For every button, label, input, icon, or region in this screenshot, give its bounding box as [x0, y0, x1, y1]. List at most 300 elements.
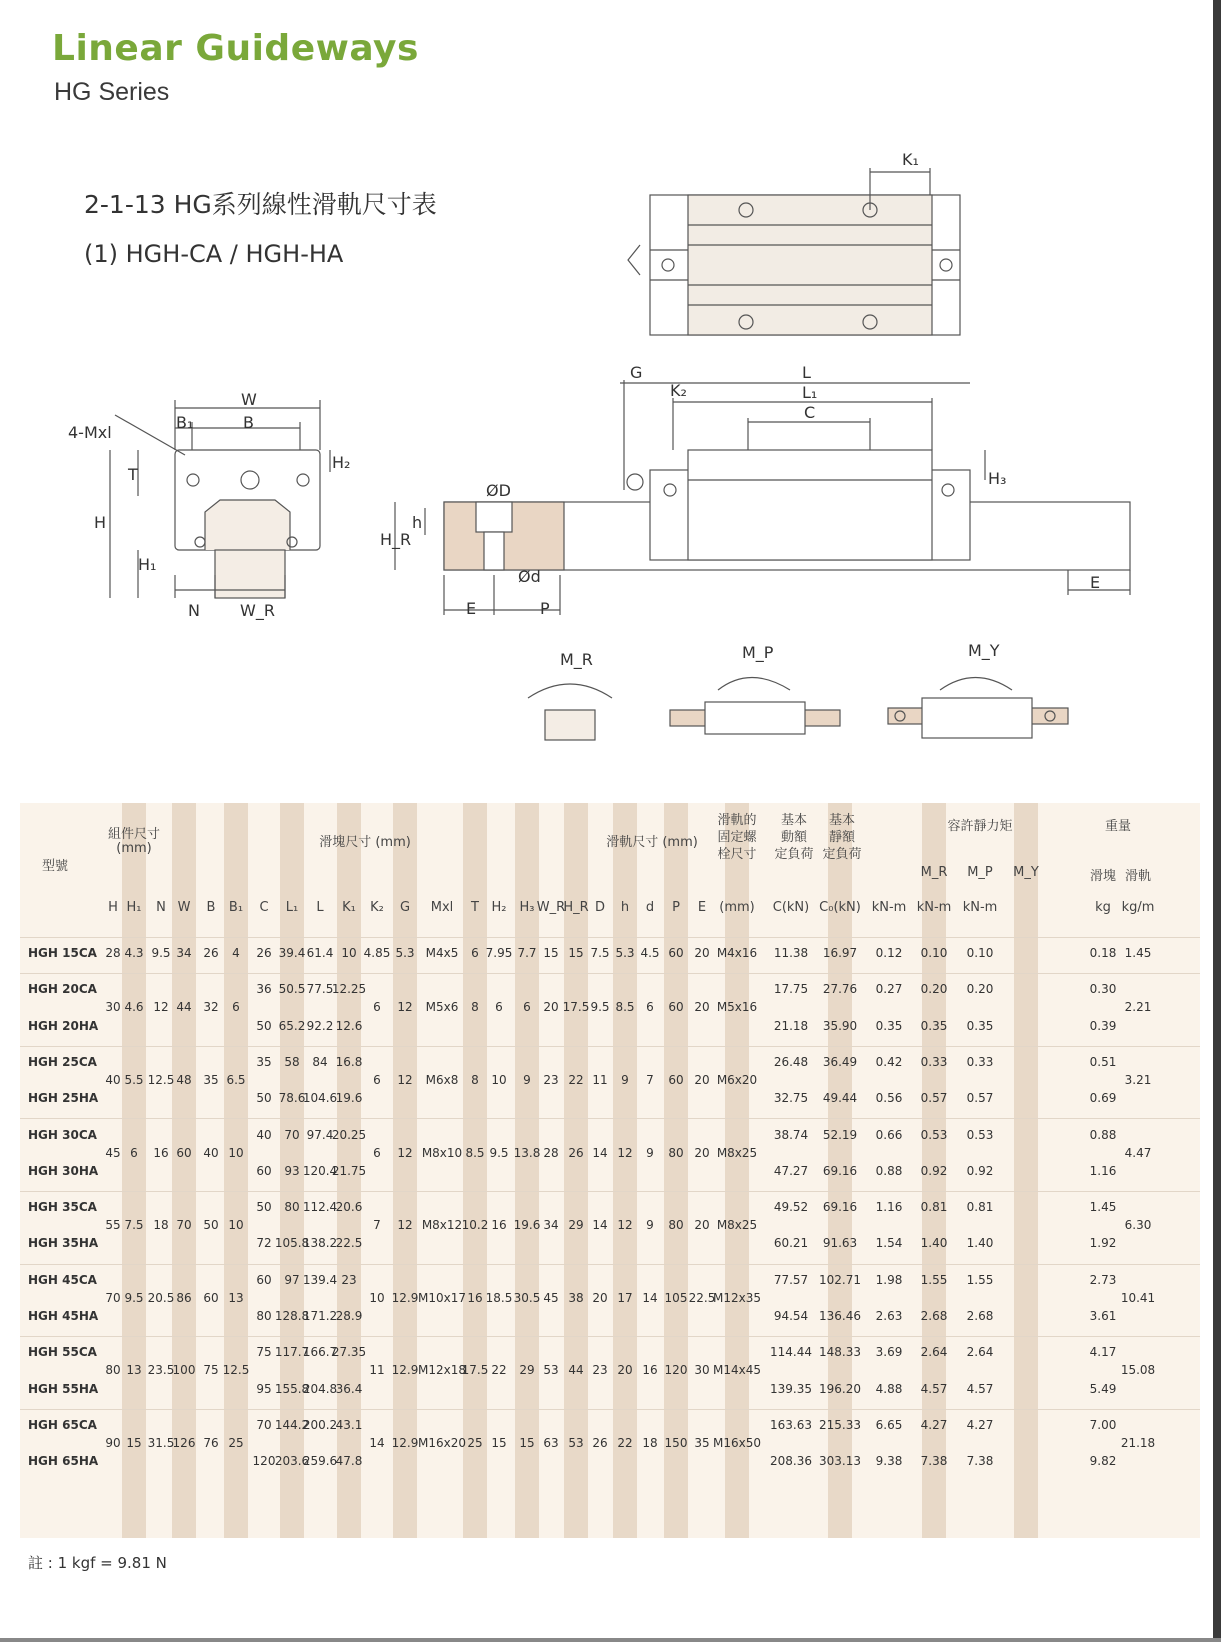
table-cell: 8: [471, 1000, 479, 1015]
table-cell: 2.68: [966, 1309, 994, 1323]
table-cell: 7: [373, 1218, 381, 1233]
table-cell: 9: [646, 1145, 654, 1160]
table-cell: 78.6: [278, 1091, 306, 1106]
table-cell: 53: [568, 1436, 584, 1451]
table-cell: 20.5: [147, 1290, 175, 1305]
table-cell: 12: [617, 1145, 633, 1160]
table-cell: M10x17: [418, 1290, 466, 1305]
table-cell: 0.33: [966, 1054, 994, 1069]
table-cell: 22: [491, 1363, 507, 1378]
table-cell: 10.41: [1120, 1290, 1156, 1305]
table-cell: 0.53: [920, 1127, 948, 1142]
table-cell: 30: [694, 1363, 710, 1378]
table-cell: 25: [467, 1436, 483, 1451]
scan-edge: [1213, 0, 1221, 1642]
table-cell: 45: [105, 1145, 121, 1160]
table-cell: 65.2: [278, 1018, 306, 1033]
table-cell: 94.54: [773, 1309, 809, 1323]
row-separator: [20, 1046, 1200, 1047]
table-cell: 6: [373, 1000, 381, 1015]
table-cell: 1.98: [875, 1272, 903, 1287]
table-cell: 5.5: [124, 1073, 144, 1088]
table-cell: 69.16: [822, 1200, 858, 1215]
table-cell: 50: [256, 1091, 272, 1106]
table-cell: 196.20: [819, 1381, 861, 1396]
table-cell: M5x6: [425, 1000, 459, 1015]
table-cell: 0.18: [1089, 946, 1117, 960]
table-cell: 15: [519, 1436, 535, 1451]
table-cell: 4: [232, 946, 240, 960]
table-cell: 5.49: [1089, 1381, 1117, 1396]
page-title: Linear Guideways: [52, 28, 419, 69]
header-bolt-1: 滑軌的: [717, 813, 757, 828]
table-cell: 117.7: [274, 1345, 310, 1360]
table-cell: 23.5: [147, 1363, 175, 1378]
table-cell: 50: [256, 1200, 272, 1215]
header-bolt-3: 栓尺寸: [717, 847, 757, 862]
table-cell: M12x35: [713, 1290, 761, 1305]
table-cell: 29: [519, 1363, 535, 1378]
column-header: W_R: [536, 900, 566, 915]
table-cell: 35: [203, 1073, 219, 1088]
table-cell: 120: [664, 1363, 688, 1378]
table-cell: 20: [543, 1000, 559, 1015]
column-header: C: [259, 900, 269, 915]
row-separator: [20, 1118, 1200, 1119]
table-cell: 10: [369, 1290, 385, 1305]
series-subtitle: HG Series: [54, 78, 170, 106]
table-cell: 4.27: [966, 1417, 994, 1432]
label-od: ØD: [486, 481, 511, 500]
table-cell: 150: [664, 1436, 688, 1451]
model-name: HGH 45CA: [28, 1272, 97, 1287]
table-cell: 97.4: [306, 1127, 334, 1142]
table-cell: M6x20: [716, 1073, 758, 1088]
header-block: 滑塊尺寸 (mm): [319, 835, 411, 850]
table-cell: 12: [153, 1000, 169, 1015]
table-cell: 31.5: [147, 1436, 175, 1451]
table-cell: 259.6: [302, 1454, 338, 1469]
table-cell: 12: [397, 1000, 413, 1015]
label-g: G: [630, 363, 643, 382]
table-cell: M14x45: [713, 1363, 761, 1378]
column-header: G: [399, 900, 411, 915]
table-cell: 34: [176, 946, 192, 960]
model-name: HGH 45HA: [28, 1309, 99, 1323]
column-header: T: [471, 900, 479, 915]
table-cell: 0.66: [875, 1127, 903, 1142]
table-cell: 12.9: [391, 1436, 419, 1451]
table-cell: 12.9: [391, 1363, 419, 1378]
table-cell: 58: [284, 1054, 300, 1069]
label-n: N: [188, 601, 200, 620]
table-cell: 52.19: [822, 1127, 858, 1142]
header-moment: 容許靜力矩: [947, 819, 1013, 834]
table-cell: 49.52: [773, 1200, 809, 1215]
table-cell: 10: [228, 1218, 244, 1233]
table-cell: 4.3: [124, 946, 144, 960]
table-cell: 6: [646, 1000, 654, 1015]
model-name: HGH 20HA: [28, 1018, 99, 1033]
top-view-drawing: [628, 168, 960, 335]
table-cell: 0.88: [875, 1163, 903, 1178]
model-name: HGH 55CA: [28, 1345, 97, 1360]
table-cell: 45: [543, 1290, 559, 1305]
table-cell: 32.75: [773, 1091, 809, 1106]
table-cell: 4.88: [875, 1381, 903, 1396]
label-e-left: E: [466, 599, 477, 618]
table-cell: 120.4: [302, 1163, 338, 1178]
header-dyn-1: 基本: [780, 813, 808, 828]
table-cell: 7: [646, 1073, 654, 1088]
table-cell: 15: [568, 946, 584, 960]
table-cell: 50: [256, 1018, 272, 1033]
table-cell: 70: [284, 1127, 300, 1142]
table-cell: 28.9: [335, 1309, 363, 1323]
table-cell: 26: [568, 1145, 584, 1160]
table-cell: 2.21: [1124, 1000, 1152, 1015]
table-cell: 15: [126, 1436, 142, 1451]
table-cell: 30.5: [513, 1290, 541, 1305]
table-cell: 34: [543, 1218, 559, 1233]
label-k2: K₂: [670, 381, 687, 400]
table-cell: 7.7: [517, 946, 537, 960]
table-cell: 4.57: [966, 1381, 994, 1396]
table-cell: 77.57: [773, 1272, 809, 1287]
table-cell: 35.90: [822, 1018, 858, 1033]
table-cell: 63: [543, 1436, 559, 1451]
column-header: E: [697, 900, 707, 915]
label-h1: H₁: [138, 555, 157, 574]
table-cell: 208.36: [770, 1454, 812, 1469]
table-cell: 60: [256, 1163, 272, 1178]
column-header: d: [645, 900, 655, 915]
table-cell: 163.63: [770, 1417, 812, 1432]
table-cell: 60.21: [773, 1236, 809, 1251]
table-cell: M8x12: [421, 1218, 463, 1233]
table-cell: 80: [668, 1218, 684, 1233]
label-4mxl: 4-Mxl: [68, 423, 112, 442]
table-cell: 4.6: [124, 1000, 144, 1015]
table-cell: 10.2: [461, 1218, 489, 1233]
column-header: P: [672, 900, 680, 915]
header-assembly: 組件尺寸: [107, 827, 161, 842]
table-cell: 90: [105, 1436, 121, 1451]
column-header: L₁: [285, 900, 299, 915]
table-cell: 104.6: [302, 1091, 338, 1106]
table-cell: 0.56: [875, 1091, 903, 1106]
table-cell: 19.6: [513, 1218, 541, 1233]
table-cell: 9: [646, 1218, 654, 1233]
table-cell: 7.5: [590, 946, 610, 960]
table-cell: 10: [341, 946, 357, 960]
table-cell: 0.20: [966, 982, 994, 997]
table-cell: 6.65: [875, 1417, 903, 1432]
table-cell: 13.8: [513, 1145, 541, 1160]
table-cell: 36.4: [335, 1381, 363, 1396]
table-cell: 166.7: [302, 1345, 338, 1360]
model-name: HGH 30CA: [28, 1127, 97, 1142]
table-cell: 9.5: [590, 1000, 610, 1015]
table-cell: 0.57: [966, 1091, 994, 1106]
table-cell: 13: [126, 1363, 142, 1378]
table-cell: 0.92: [920, 1163, 948, 1178]
table-cell: 29: [568, 1218, 584, 1233]
table-cell: 0.39: [1089, 1018, 1117, 1033]
table-cell: M8x25: [716, 1218, 758, 1233]
table-cell: 27.76: [822, 982, 858, 997]
header-weight-rail: 滑軌: [1124, 869, 1152, 884]
model-name: HGH 20CA: [28, 982, 97, 997]
label-od-small: Ød: [518, 567, 541, 586]
table-cell: 0.51: [1089, 1054, 1117, 1069]
table-cell: 138.2: [302, 1236, 338, 1251]
table-cell: 12.9: [391, 1290, 419, 1305]
table-cell: 80: [668, 1145, 684, 1160]
table-cell: 47.8: [335, 1454, 363, 1469]
label-l: L: [802, 363, 811, 382]
label-b1: B₁: [176, 413, 194, 432]
table-cell: 0.81: [920, 1200, 948, 1215]
table-cell: 80: [284, 1200, 300, 1215]
table-cell: 38.74: [773, 1127, 809, 1142]
table-cell: 0.81: [966, 1200, 994, 1215]
table-cell: 7.5: [124, 1218, 144, 1233]
table-cell: 12.5: [147, 1073, 175, 1088]
row-separator: [20, 973, 1200, 974]
table-cell: 20: [694, 1000, 710, 1015]
table-cell: 3.21: [1124, 1073, 1152, 1088]
table-cell: 12.6: [335, 1018, 363, 1033]
table-cell: 1.16: [875, 1200, 903, 1215]
table-cell: 16: [491, 1218, 507, 1233]
table-cell: 2.63: [875, 1309, 903, 1323]
column-header: K₁: [342, 900, 356, 915]
row-separator: [20, 1336, 1200, 1337]
table-cell: 0.12: [875, 946, 903, 960]
column-header: B₁: [228, 900, 244, 915]
model-name: HGH 25HA: [28, 1091, 99, 1106]
table-cell: 16: [153, 1145, 169, 1160]
table-cell: 11: [592, 1073, 608, 1088]
header-bolt-2: 固定螺: [717, 830, 757, 845]
table-cell: 6: [495, 1000, 503, 1015]
table-cell: 86: [176, 1290, 192, 1305]
row-separator: [20, 937, 1200, 938]
table-cell: 7.38: [920, 1454, 948, 1469]
table-cell: 76: [203, 1436, 219, 1451]
table-cell: 6: [373, 1145, 381, 1160]
table-cell: 28: [105, 946, 121, 960]
table-cell: 6.5: [226, 1073, 246, 1088]
table-cell: 1.55: [966, 1272, 994, 1287]
row-separator: [20, 1264, 1200, 1265]
table-cell: 6: [471, 946, 479, 960]
table-cell: 16: [642, 1363, 658, 1378]
table-cell: 12: [617, 1218, 633, 1233]
table-cell: 9.5: [489, 1145, 509, 1160]
table-cell: M16x20: [418, 1436, 466, 1451]
table-cell: M16x50: [713, 1436, 761, 1451]
header-assembly-unit: (mm): [116, 841, 152, 856]
table-cell: 40: [256, 1127, 272, 1142]
column-header: C₀(kN): [819, 900, 861, 915]
table-cell: 171.2: [302, 1309, 338, 1323]
table-cell: 18: [153, 1218, 169, 1233]
table-cell: 23: [543, 1073, 559, 1088]
table-cell: M8x10: [421, 1145, 463, 1160]
table-cell: 9.82: [1089, 1454, 1117, 1469]
table-cell: 215.33: [819, 1417, 861, 1432]
table-cell: 204.8: [302, 1381, 338, 1396]
table-cell: 139.35: [770, 1381, 812, 1396]
table-cell: 21.75: [331, 1163, 367, 1178]
table-cell: 20: [694, 1145, 710, 1160]
table-cell: 22.5: [335, 1236, 363, 1251]
table-cell: 8: [471, 1073, 479, 1088]
model-name: HGH 65CA: [28, 1417, 97, 1432]
table-cell: 95: [256, 1381, 272, 1396]
table-cell: 126: [172, 1436, 196, 1451]
table-cell: M5x16: [716, 1000, 758, 1015]
table-cell: 128.8: [274, 1309, 310, 1323]
table-cell: 22: [617, 1436, 633, 1451]
table-cell: 36: [256, 982, 272, 997]
table-cell: 4.5: [640, 946, 660, 960]
table-cell: 100: [172, 1363, 196, 1378]
table-cell: 12: [397, 1145, 413, 1160]
table-cell: 20: [617, 1363, 633, 1378]
table-cell: 4.27: [920, 1417, 948, 1432]
label-b: B: [243, 413, 254, 432]
table-cell: 17.5: [461, 1363, 489, 1378]
table-cell: 25: [228, 1436, 244, 1451]
table-cell: 0.88: [1089, 1127, 1117, 1142]
table-cell: 155.8: [274, 1381, 310, 1396]
table-cell: 77.5: [306, 982, 334, 997]
table-cell: 75: [256, 1345, 272, 1360]
header-sta-3: 定負荷: [822, 847, 862, 862]
table-cell: 80: [105, 1363, 121, 1378]
table-cell: 9: [621, 1073, 629, 1088]
label-mr: M_R: [560, 650, 593, 669]
table-cell: 1.54: [875, 1236, 903, 1251]
table-cell: 27.35: [331, 1345, 367, 1360]
table-cell: 112.4: [302, 1200, 338, 1215]
table-cell: 4.85: [363, 946, 391, 960]
table-cell: 92.2: [306, 1018, 334, 1033]
table-cell: 17.75: [773, 982, 809, 997]
table-cell: 23: [592, 1363, 608, 1378]
table-cell: 7.00: [1089, 1417, 1117, 1432]
column-header: H₁: [126, 900, 142, 915]
label-wr: W_R: [240, 601, 275, 620]
table-cell: 70: [256, 1417, 272, 1432]
table-cell: 20: [694, 946, 710, 960]
table-cell: 55: [105, 1218, 121, 1233]
table-cell: 26: [256, 946, 272, 960]
table-cell: 203.6: [274, 1454, 310, 1469]
table-cell: 136.46: [819, 1309, 861, 1323]
table-cell: 0.35: [920, 1018, 948, 1033]
table-cell: 0.42: [875, 1054, 903, 1069]
column-header: H₃: [519, 900, 535, 915]
model-name: HGH 55HA: [28, 1381, 99, 1396]
table-cell: 0.27: [875, 982, 903, 997]
section-subtitle: (1) HGH-CA / HGH-HA: [84, 240, 344, 268]
table-cell: 6: [373, 1073, 381, 1088]
table-cell: 49.44: [822, 1091, 858, 1106]
table-cell: 1.16: [1089, 1163, 1117, 1178]
table-cell: 20: [694, 1218, 710, 1233]
table-cell: 2.68: [920, 1309, 948, 1323]
table-cell: 15: [543, 946, 559, 960]
table-cell: 21.18: [1120, 1436, 1156, 1451]
column-header: kN-m: [871, 900, 907, 915]
table-cell: 70: [176, 1218, 192, 1233]
model-name: HGH 65HA: [28, 1454, 99, 1469]
table-cell: 60: [203, 1290, 219, 1305]
table-cell: 114.44: [770, 1345, 812, 1360]
table-cell: 26: [592, 1436, 608, 1451]
table-cell: 22.5: [688, 1290, 716, 1305]
table-cell: 7.95: [485, 946, 513, 960]
table-cell: M12x18: [418, 1363, 466, 1378]
table-cell: 30: [105, 1000, 121, 1015]
table-cell: 14: [592, 1145, 608, 1160]
table-cell: 50.5: [278, 982, 306, 997]
table-cell: 84: [312, 1054, 328, 1069]
table-cell: 4.57: [920, 1381, 948, 1396]
column-header: kg: [1095, 900, 1111, 915]
model-name: HGH 35HA: [28, 1236, 99, 1251]
label-hr: H_R: [380, 530, 412, 549]
table-cell: 2.73: [1089, 1272, 1117, 1287]
table-cell: 35: [694, 1436, 710, 1451]
table-cell: 18.5: [485, 1290, 513, 1305]
table-cell: 7.38: [966, 1454, 994, 1469]
table-cell: 1.45: [1124, 946, 1152, 960]
table-cell: 17.5: [562, 1000, 590, 1015]
table-cell: 5.3: [395, 946, 415, 960]
table-cell: 0.20: [920, 982, 948, 997]
table-cell: 0.10: [920, 946, 948, 960]
table-cell: 20: [592, 1290, 608, 1305]
table-cell: 21.18: [773, 1018, 809, 1033]
model-name: HGH 30HA: [28, 1163, 99, 1178]
column-header: kg/m: [1121, 900, 1155, 915]
header-moment-sub: M_P: [967, 865, 993, 880]
label-h: H: [94, 513, 107, 532]
table-cell: 20.25: [331, 1127, 367, 1142]
table-cell: 28: [543, 1145, 559, 1160]
table-cell: 8.5: [465, 1145, 485, 1160]
table-cell: 38: [568, 1290, 584, 1305]
table-cell: 200.2: [302, 1417, 338, 1432]
table-cell: 12: [397, 1218, 413, 1233]
column-header: H₂: [491, 900, 507, 915]
table-cell: 72: [256, 1236, 272, 1251]
label-mp: M_P: [742, 643, 774, 662]
table-cell: 9.5: [151, 946, 171, 960]
table-cell: 0.30: [1089, 982, 1117, 997]
table-cell: 0.57: [920, 1091, 948, 1106]
table-cell: 0.53: [966, 1127, 994, 1142]
table-cell: 14: [592, 1218, 608, 1233]
table-cell: 39.4: [278, 946, 306, 960]
table-cell: 12.5: [222, 1363, 250, 1378]
table-cell: M4x16: [716, 946, 758, 960]
